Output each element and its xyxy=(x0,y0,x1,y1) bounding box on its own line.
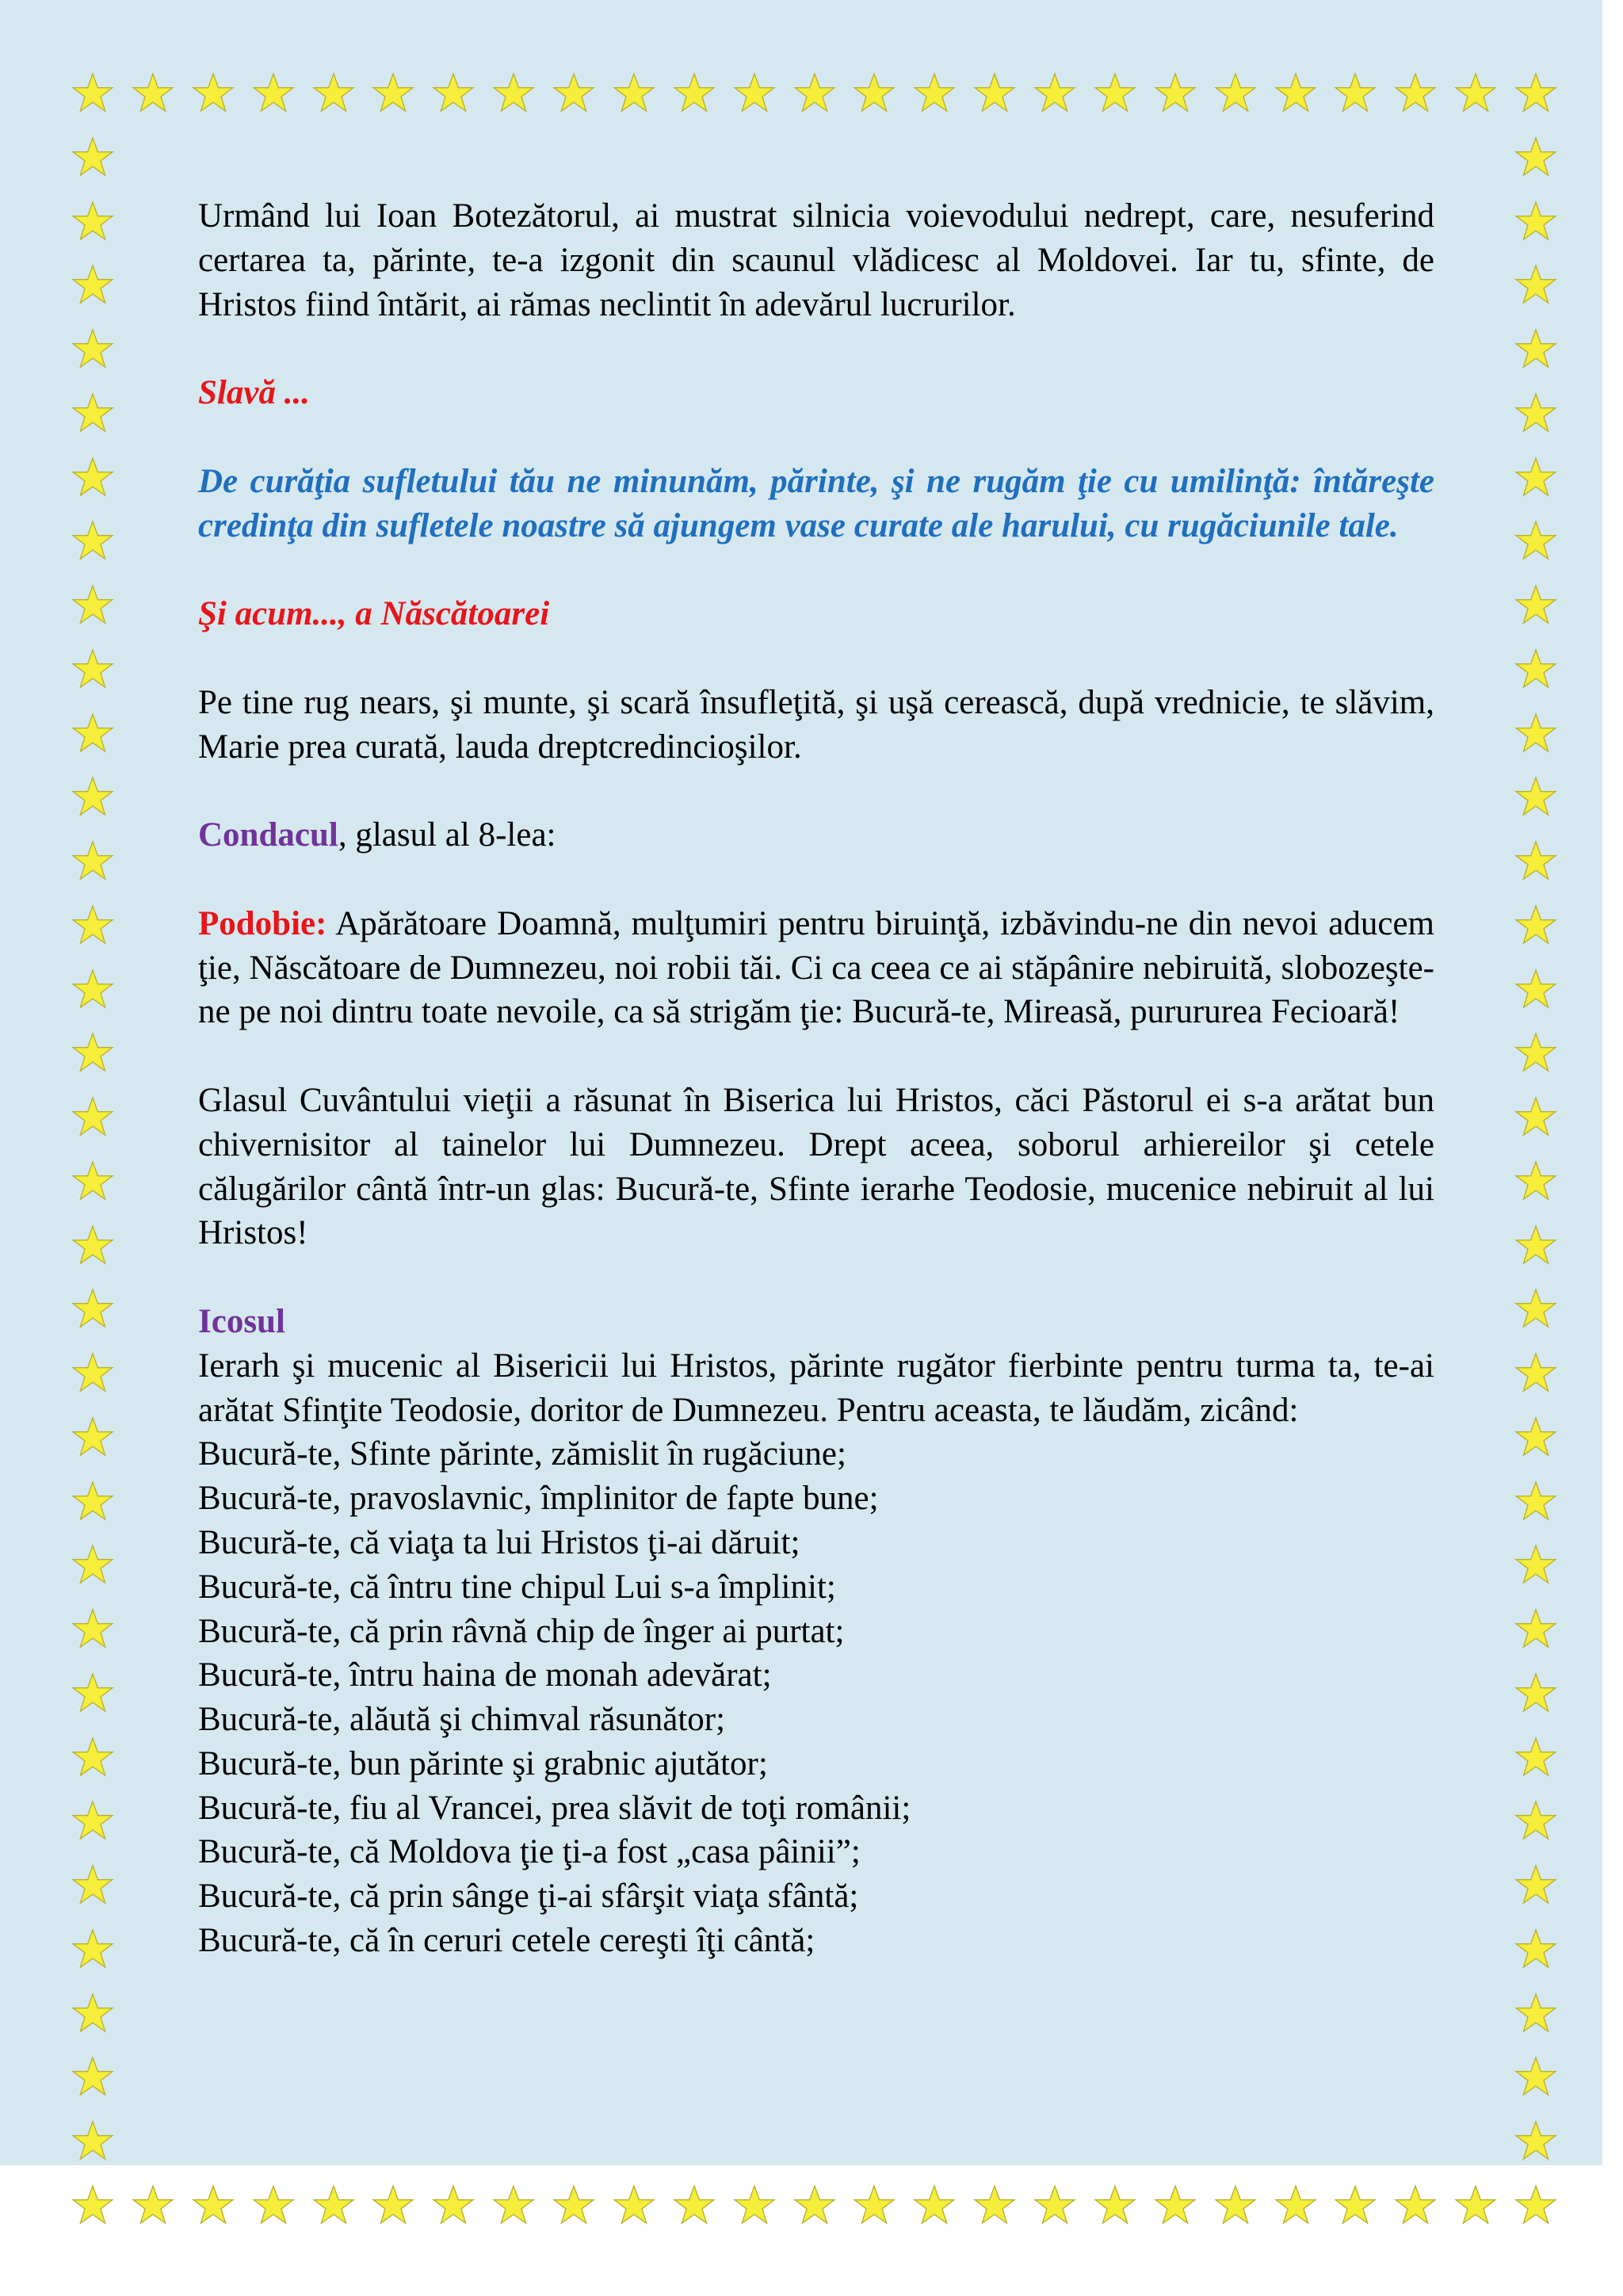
star-icon xyxy=(71,1672,114,1715)
star-icon xyxy=(673,72,716,115)
star-icon xyxy=(71,72,114,115)
star-icon xyxy=(71,776,114,819)
icos-line: Bucură-te, fiu al Vrancei, prea slăvit de toţi românii; xyxy=(198,1789,911,1827)
star-icon xyxy=(132,2184,174,2227)
podobie-paragraph xyxy=(198,902,1434,1034)
star-icon xyxy=(1514,1608,1557,1651)
star-icon xyxy=(1514,1736,1557,1779)
icos-line: Bucură-te, bun părinte şi grabnic ajutător; xyxy=(198,1744,768,1782)
star-icon xyxy=(312,2184,355,2227)
star-icon xyxy=(973,72,1016,115)
star-icon xyxy=(613,72,655,115)
star-icon xyxy=(1514,584,1557,627)
star-icon xyxy=(71,1032,114,1075)
star-icon xyxy=(1454,2184,1497,2227)
star-icon xyxy=(733,72,776,115)
star-icon xyxy=(1274,2184,1317,2227)
star-icon xyxy=(1514,1992,1557,2035)
star-icon xyxy=(492,2184,535,2227)
icos-line: Bucură-te, că prin sânge ţi-ai sfârşit viaţa sfântă; xyxy=(198,1878,859,1916)
icos-line: Bucură-te, că prin râvnă chip de înger ai purtat; xyxy=(198,1612,845,1650)
star-icon xyxy=(432,2184,475,2227)
star-icon xyxy=(71,968,114,1011)
star-icon xyxy=(1334,2184,1377,2227)
star-icon xyxy=(71,1224,114,1267)
star-icon xyxy=(1094,72,1136,115)
star-icon xyxy=(1514,1864,1557,1907)
star-icon xyxy=(71,1864,114,1907)
star-icon xyxy=(1274,72,1317,115)
star-icon xyxy=(1514,2120,1557,2163)
star-icon xyxy=(71,1544,114,1587)
star-icon xyxy=(71,136,114,179)
icos-line: Bucură-te, Sfinte părinte, zămislit în rugăciune; xyxy=(198,1435,846,1473)
star-icon xyxy=(71,1352,114,1395)
star-icon xyxy=(71,2056,114,2099)
star-icon xyxy=(673,2184,716,2227)
star-icon xyxy=(71,457,114,499)
star-icon xyxy=(71,584,114,627)
star-icon xyxy=(1514,1544,1557,1587)
star-icon xyxy=(1514,264,1557,307)
icosul-lines xyxy=(198,1432,1434,1963)
star-icon xyxy=(1514,1160,1557,1203)
star-icon xyxy=(71,1160,114,1203)
icos-line: Bucură-te, pravoslavnic, împlinitor de fapte bune; xyxy=(198,1480,879,1518)
star-icon xyxy=(1514,72,1557,115)
star-icon xyxy=(973,2184,1016,2227)
star-icon xyxy=(1514,840,1557,883)
star-icon xyxy=(853,72,896,115)
star-icon xyxy=(71,392,114,435)
star-icon xyxy=(1514,1224,1557,1267)
star-icon xyxy=(192,72,235,115)
icos-line: Bucură-te, că viaţa ta lui Hristos ţi-ai dăruit; xyxy=(198,1523,800,1561)
star-icon xyxy=(132,72,174,115)
star-icon xyxy=(71,1736,114,1779)
star-icon xyxy=(71,648,114,691)
star-icon xyxy=(71,201,114,243)
star-icon xyxy=(1154,2184,1197,2227)
star-icon xyxy=(1394,72,1437,115)
star-icon xyxy=(1514,904,1557,947)
paragraph-glasul-cuvantului: Glasul Cuvântului vieţii a răsunat în Biserica lui Hristos, căci Păstorul ei s-a arătat bun chivernisitor al tainelor lui Dumnezeu. Drept aceea, soborul arhiereilor şi cetele călugărilor cântă într-un glas: Bucură-te, Sfinte ierarhe Teodosie, mucenice nebiruit al lui Hristos! xyxy=(198,1081,1434,1252)
icos-line: Bucură-te, alăută şi chimval răsunător; xyxy=(198,1701,726,1739)
icos-line: Bucură-te, întru haina de monah adevărat; xyxy=(198,1656,772,1694)
star-icon xyxy=(1514,2056,1557,2099)
icosul-heading: Icosul xyxy=(198,1302,285,1340)
star-icon xyxy=(252,2184,295,2227)
star-icon xyxy=(1514,392,1557,435)
star-icon xyxy=(1033,72,1076,115)
star-icon xyxy=(1214,2184,1257,2227)
star-icon xyxy=(71,328,114,371)
star-icon xyxy=(1514,520,1557,563)
star-icon xyxy=(1454,72,1497,115)
podobie-label: Podobie: xyxy=(198,904,327,942)
star-icon xyxy=(372,2184,414,2227)
star-icon xyxy=(1514,328,1557,371)
star-icon xyxy=(793,72,836,115)
podobie-text: Apărătoare Doamnă, mulţumiri pentru biruinţă, izbăvindu-ne din nevoi aducem ţie, Născătoare de Dumnezeu, noi robii tăi. Ci ca ceea ce ai stăpânire nebiruită, slobozeşte-ne pe noi dintru toate nevoile, ca să strigăm ţie: Bucură-te, Mireasă, purururea Fecioară! xyxy=(198,904,1434,1031)
condacul-line xyxy=(198,813,1434,858)
icos-line: Bucură-te, că în ceruri cetele cereşti îţi cântă; xyxy=(198,1922,815,1960)
paragraph-curatia: De curăţia sufletului tău ne minunăm, părinte, şi ne rugăm ţie cu umilinţă: întăreşte credinţa din sufletele noastre să ajungem vase curate ale harului, cu rugăciunile tale. xyxy=(198,462,1434,544)
star-icon xyxy=(252,72,295,115)
star-icon xyxy=(71,1096,114,1139)
star-icon xyxy=(1394,2184,1437,2227)
star-icon xyxy=(71,904,114,947)
star-icon xyxy=(1514,136,1557,179)
document-body xyxy=(198,194,1434,1963)
si-acum-heading: Şi acum..., a Născătoarei xyxy=(198,595,550,633)
icos-line: Bucură-te, că întru tine chipul Lui s-a împlinit; xyxy=(198,1568,836,1606)
star-icon xyxy=(71,1992,114,2035)
star-icon xyxy=(1514,968,1557,1011)
star-icon xyxy=(71,2184,114,2227)
star-icon xyxy=(1094,2184,1136,2227)
star-icon xyxy=(793,2184,836,2227)
star-icon xyxy=(1514,1096,1557,1139)
star-icon xyxy=(71,1480,114,1523)
star-icon xyxy=(1214,72,1257,115)
star-icon xyxy=(1514,712,1557,755)
star-icon xyxy=(1154,72,1197,115)
star-icon xyxy=(1033,2184,1076,2227)
star-icon xyxy=(1514,1672,1557,1715)
star-icon xyxy=(492,72,535,115)
icosul-intro: Ierarh şi mucenic al Bisericii lui Hristos, părinte rugător fierbinte pentru turma ta, te-ai arătat Sfinţite Teodosie, doritor de Dumnezeu. Pentru aceasta, te lăudăm, zicând: xyxy=(198,1347,1434,1429)
star-icon xyxy=(71,1416,114,1459)
paragraph-ioan-botezatorul: Urmând lui Ioan Botezătorul, ai mustrat silnicia voievodului nedrept, care, nesuferind certarea ta, părinte, te-a izgonit din scaunul vlădicesc al Moldovei. Iar tu, sfinte, de Hristos fiind întărit, ai rămas neclintit în adevărul lucrurilor. xyxy=(198,197,1434,323)
star-icon xyxy=(71,712,114,755)
paragraph-rug-nears: Pe tine rug nears, şi munte, şi scară însufleţită, şi uşă cerească, după vrednicie, te slăvim, Marie prea curată, lauda dreptcredincioşilor. xyxy=(198,683,1434,766)
star-icon xyxy=(552,2184,595,2227)
icos-line: Bucură-te, că Moldova ţie ţi-a fost „casa pâinii”; xyxy=(198,1833,861,1871)
star-icon xyxy=(1514,1416,1557,1459)
star-icon xyxy=(1514,776,1557,819)
star-icon xyxy=(1514,1928,1557,1971)
star-icon xyxy=(312,72,355,115)
star-icon xyxy=(192,2184,235,2227)
star-icon xyxy=(71,1800,114,1843)
star-icon xyxy=(853,2184,896,2227)
star-icon xyxy=(1514,201,1557,243)
star-icon xyxy=(1514,1288,1557,1331)
star-icon xyxy=(71,1288,114,1331)
star-icon xyxy=(71,520,114,563)
star-icon xyxy=(552,72,595,115)
star-icon xyxy=(71,1928,114,1971)
star-icon xyxy=(913,2184,956,2227)
star-icon xyxy=(71,840,114,883)
slava-heading: Slavă ... xyxy=(198,374,310,412)
star-icon xyxy=(71,264,114,307)
star-icon xyxy=(613,2184,655,2227)
star-icon xyxy=(1514,1032,1557,1075)
star-icon xyxy=(1514,648,1557,691)
star-icon xyxy=(432,72,475,115)
star-icon xyxy=(372,72,414,115)
star-icon xyxy=(1514,1352,1557,1395)
star-icon xyxy=(1514,2184,1557,2227)
star-icon xyxy=(71,1608,114,1651)
star-icon xyxy=(913,72,956,115)
star-icon xyxy=(1514,1800,1557,1843)
condacul-glas: , glasul al 8-lea: xyxy=(338,816,556,854)
condacul-label: Condacul xyxy=(198,816,338,854)
star-icon xyxy=(1514,1480,1557,1523)
star-icon xyxy=(1334,72,1377,115)
star-icon xyxy=(733,2184,776,2227)
star-icon xyxy=(1514,457,1557,499)
star-icon xyxy=(71,2120,114,2163)
